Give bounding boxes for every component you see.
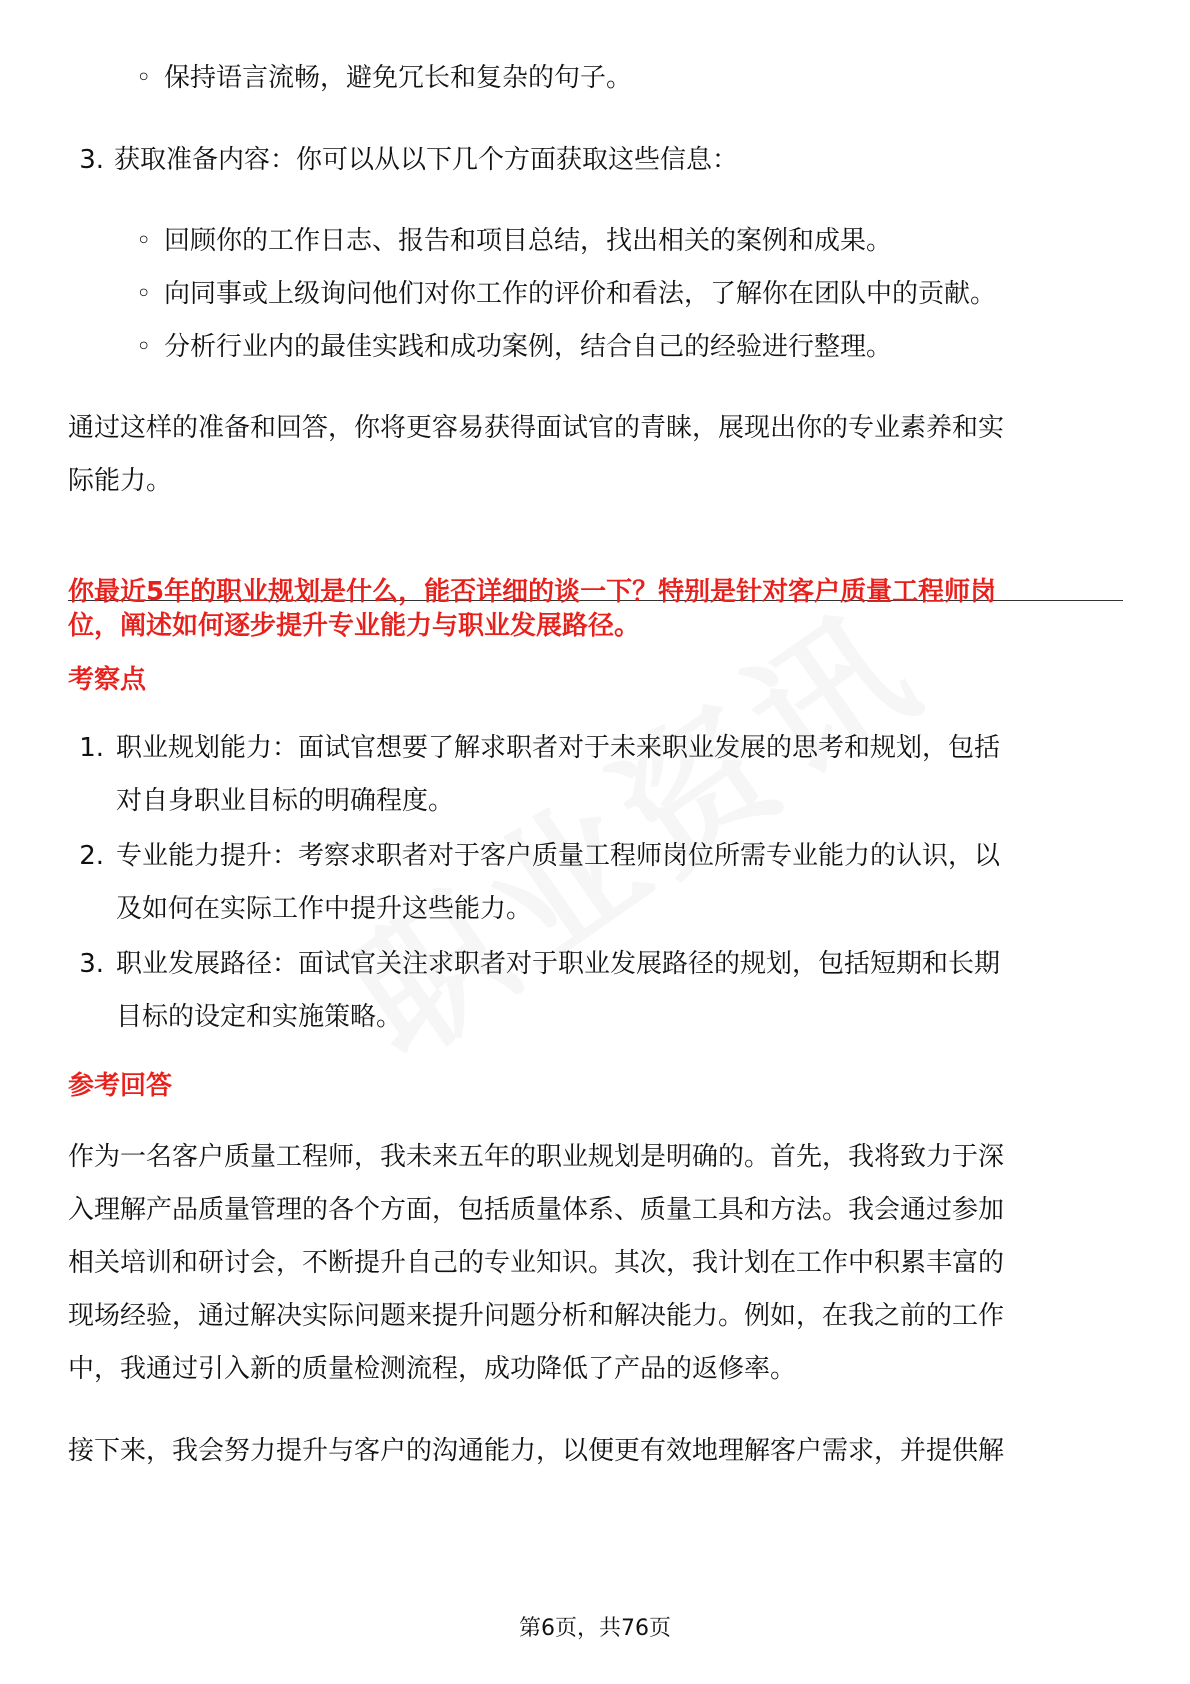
list-item: 目标的设定和实施策略。: [116, 1002, 403, 1032]
question-heading: 你最近5年的职业规划是什么，能否详细的谈一下？特别是针对客户质量工程师岗: [68, 577, 997, 607]
paragraph-line: 现场经验，通过解决实际问题来提升问题分析和解决能力。例如，在我之前的工作: [68, 1301, 1005, 1331]
list-number: 3.: [79, 145, 104, 175]
page-number: 第6页，共76页: [519, 1616, 671, 1641]
bullet-icon: ◦: [136, 279, 152, 309]
paragraph-line: 际能力。: [68, 466, 173, 496]
list-item: 获取准备内容：你可以从以下几个方面获取这些信息：: [114, 145, 739, 175]
list-item: 职业规划能力：面试官想要了解求职者对于未来职业发展的思考和规划，包括: [116, 733, 1001, 763]
bullet-icon: ◦: [136, 63, 152, 93]
paragraph-line: 相关培训和研讨会，不断提升自己的专业知识。其次，我计划在工作中积累丰富的: [68, 1248, 1005, 1278]
list-item: 分析行业内的最佳实践和成功案例，结合自己的经验进行整理。: [164, 332, 893, 362]
bullet-icon: ◦: [136, 332, 152, 362]
list-item: 及如何在实际工作中提升这些能力。: [116, 894, 533, 924]
list-item: 保持语言流畅，避免冗长和复杂的句子。: [164, 63, 633, 93]
section-title-answer: 参考回答: [68, 1071, 173, 1101]
paragraph-line: 接下来，我会努力提升与客户的沟通能力，以便更有效地理解客户需求，并提供解: [68, 1436, 1005, 1466]
list-item: 专业能力提升：考察求职者对于客户质量工程师岗位所需专业能力的认识，以: [116, 841, 1001, 871]
list-number: 2.: [79, 841, 104, 871]
section-title-exam: 考察点: [68, 665, 147, 695]
list-item: 向同事或上级询问他们对你工作的评价和看法，了解你在团队中的贡献。: [164, 279, 997, 309]
list-item: 回顾你的工作日志、报告和项目总结，找出相关的案例和成果。: [164, 226, 893, 256]
paragraph-line: 入理解产品质量管理的各个方面，包括质量体系、质量工具和方法。我会通过参加: [68, 1195, 1005, 1225]
paragraph-line: 通过这样的准备和回答，你将更容易获得面试官的青睐，展现出你的专业素养和实: [68, 413, 1005, 443]
paragraph-line: 中，我通过引入新的质量检测流程，成功降低了产品的返修率。: [68, 1354, 797, 1384]
paragraph-line: 作为一名客户质量工程师，我未来五年的职业规划是明确的。首先，我将致力于深: [68, 1142, 1005, 1172]
bullet-icon: ◦: [136, 226, 152, 256]
list-number: 1.: [79, 733, 104, 763]
list-item: 职业发展路径：面试官关注求职者对于职业发展路径的规划，包括短期和长期: [116, 949, 1001, 979]
list-number: 3.: [79, 949, 104, 979]
list-item: 对自身职业目标的明确程度。: [116, 786, 455, 816]
question-heading: 位，阐述如何逐步提升专业能力与职业发展路径。: [68, 611, 641, 641]
